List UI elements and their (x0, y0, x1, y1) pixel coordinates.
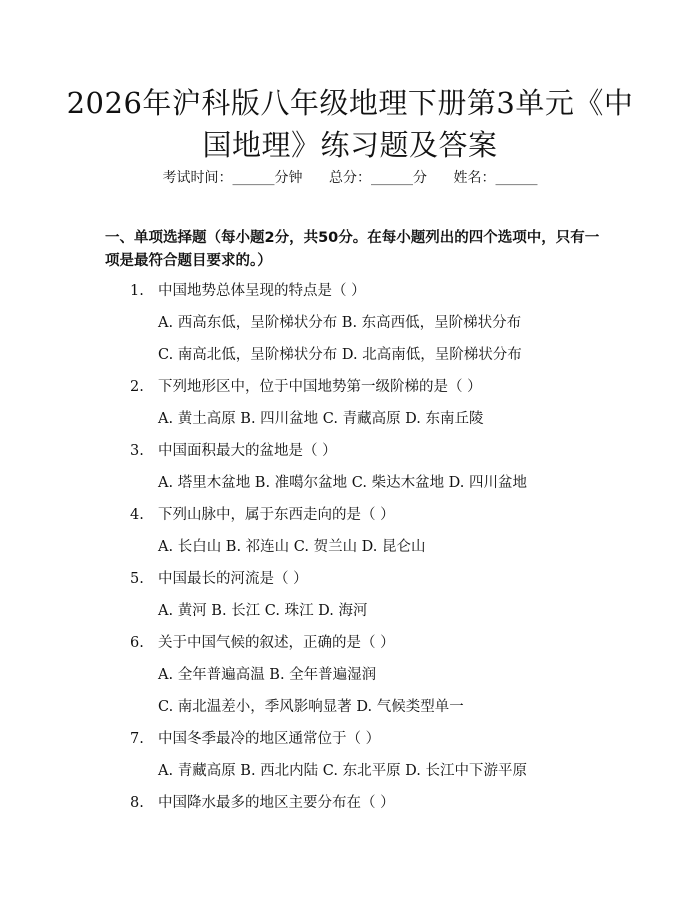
question-text: 中国降水最多的地区主要分布在（ ） (158, 795, 395, 811)
exam-time-field: 考试时间：______分钟 (162, 170, 303, 186)
question-7 (130, 729, 380, 749)
question-6-options-line-2: C. 南北温差小，季风影响显著 D. 气候类型单一 (158, 699, 464, 715)
question-4 (130, 505, 395, 525)
question-text: 中国最长的河流是（ ） (158, 571, 308, 587)
document-title: 2026年沪科版八年级地理下册第3单元《中国地理》练习题及答案 (66, 86, 634, 162)
question-6 (130, 633, 395, 653)
question-text: 下列山脉中，属于东西走向的是（ ） (158, 507, 395, 523)
question-number: 7. (130, 731, 144, 747)
question-number: 2. (130, 379, 144, 395)
question-text: 下列地形区中，位于中国地势第一级阶梯的是（ ） (158, 379, 482, 395)
question-5 (130, 569, 308, 589)
exam-info (0, 168, 700, 188)
question-number: 6. (130, 635, 144, 651)
question-2 (130, 377, 482, 397)
question-text: 中国地势总体呈现的特点是（ ） (158, 283, 366, 299)
question-1 (130, 281, 366, 301)
question-number: 5. (130, 571, 144, 587)
question-1-options-line-1: A. 西高东低，呈阶梯状分布 B. 东高西低，呈阶梯状分布 (158, 315, 522, 331)
question-2-options: A. 黄土高原 B. 四川盆地 C. 青藏高原 D. 东南丘陵 (158, 411, 484, 427)
question-3 (130, 441, 337, 461)
student-name-field: 姓名：______ (453, 170, 538, 186)
question-8 (130, 793, 395, 813)
question-number: 1. (130, 283, 144, 299)
question-text: 关于中国气候的叙述，正确的是（ ） (158, 635, 395, 651)
section-heading: 一、单项选择题（每小题2分，共50分。在每小题列出的四个选项中，只有一项是最符合题目要求的。） (105, 230, 600, 269)
question-text: 中国面积最大的盆地是（ ） (158, 443, 337, 459)
question-4-options: A. 长白山 B. 祁连山 C. 贺兰山 D. 昆仑山 (158, 539, 426, 555)
question-3-options: A. 塔里木盆地 B. 准噶尔盆地 C. 柴达木盆地 D. 四川盆地 (158, 475, 528, 491)
question-6-options-line-1: A. 全年普遍高温 B. 全年普遍湿润 (158, 667, 377, 683)
question-text: 中国冬季最冷的地区通常位于（ ） (158, 731, 381, 747)
total-score-field: 总分：______分 (329, 170, 427, 186)
question-number: 3. (130, 443, 144, 459)
question-number: 8. (130, 795, 144, 811)
question-1-options-line-2: C. 南高北低，呈阶梯状分布 D. 北高南低，呈阶梯状分布 (158, 347, 522, 363)
question-5-options: A. 黄河 B. 长江 C. 珠江 D. 海河 (158, 603, 368, 619)
question-7-options: A. 青藏高原 B. 西北内陆 C. 东北平原 D. 长江中下游平原 (158, 763, 528, 779)
question-number: 4. (130, 507, 144, 523)
